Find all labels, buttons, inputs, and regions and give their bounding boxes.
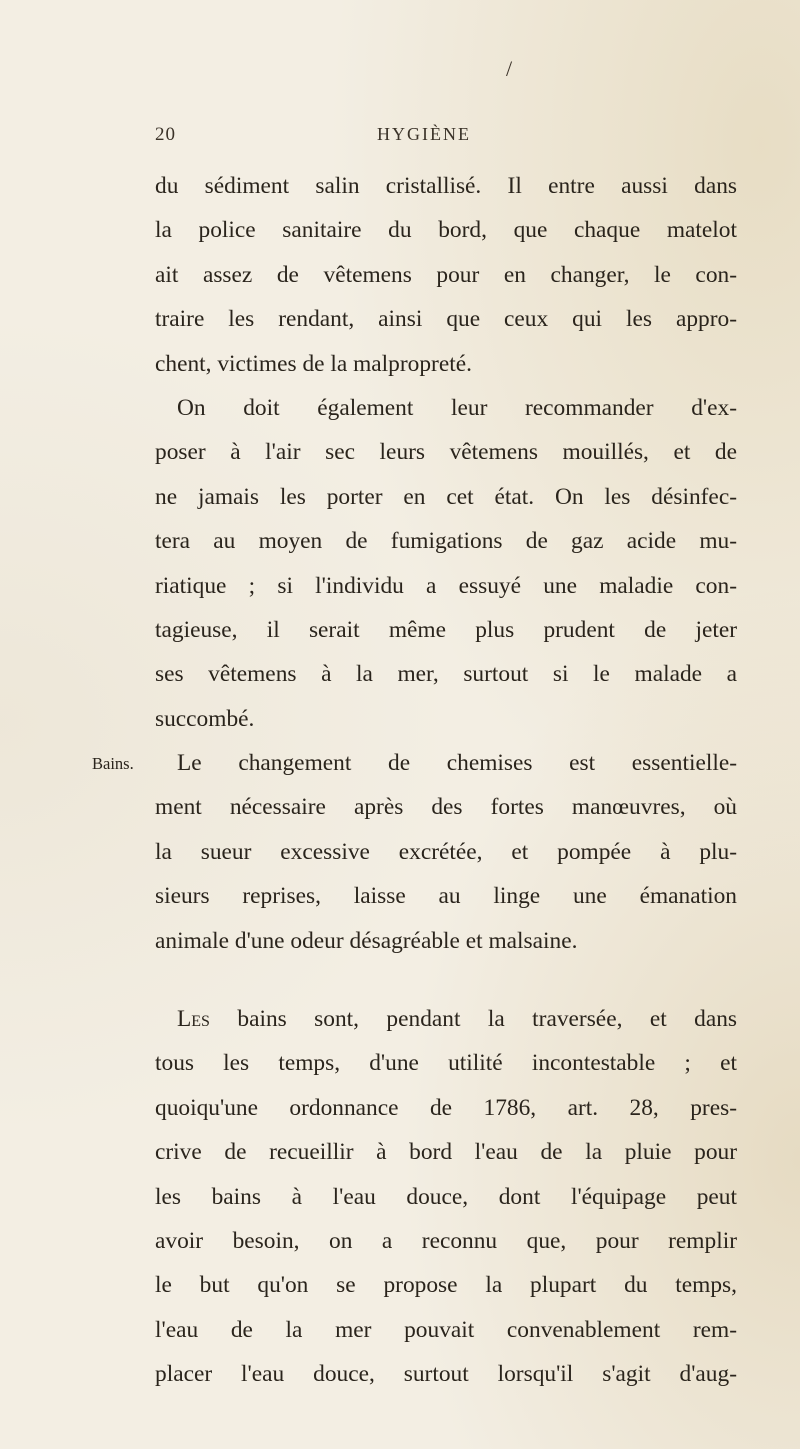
running-title: HYGIÈNE	[377, 124, 471, 144]
text-line: traire les rendant, ainsi que ceux qui les appro-	[155, 306, 737, 333]
text-line: tagieuse, il serait même plus prudent de jeter	[155, 616, 737, 643]
text-line: la police sanitaire du bord, que chaque matelot	[155, 217, 737, 244]
text-line: le but qu'on se propose la plupart du temps,	[155, 1272, 737, 1299]
text-line: succombé.	[155, 705, 255, 732]
text-line: tous les temps, d'une utilité incontestable ; et	[155, 1050, 737, 1077]
text-line: ne jamais les porter en cet état. On les désinfec-	[155, 483, 737, 510]
running-head	[155, 124, 715, 154]
pencil-mark: /	[506, 56, 513, 81]
paragraph-bains	[155, 997, 737, 1397]
text-line: les bains à l'eau douce, dont l'équipage peut	[155, 1183, 737, 1210]
text-line: crive de recueillir à bord l'eau de la pluie pour	[155, 1139, 737, 1166]
text-line: ment nécessaire après des fortes manœuvres, où	[155, 794, 737, 821]
text-line: sieurs reprises, laisse au linge une émanation	[155, 883, 737, 910]
section-gap	[155, 963, 737, 997]
text-line: riatique ; si l'individu a essuyé une maladie con-	[155, 572, 737, 599]
text-line: tera au moyen de fumigations de gaz acide mu-	[155, 528, 737, 555]
text-line: ses vêtemens à la mer, surtout si le malade a	[155, 661, 737, 688]
text-line: quoiqu'une ordonnance de 1786, art. 28, pres-	[155, 1094, 737, 1121]
paragraph-salin	[155, 164, 737, 386]
text-line: chent, victimes de la malpropreté.	[155, 350, 472, 377]
text-line: placer l'eau douce, surtout lorsqu'il s'agit d'aug-	[155, 1361, 737, 1388]
text-line: poser à l'air sec leurs vêtemens mouillés, et de	[155, 439, 737, 466]
text-line	[155, 997, 737, 1041]
text-line: ait assez de vêtemens pour en changer, le con-	[155, 261, 737, 288]
margin-note-bains: Bains.	[92, 754, 134, 773]
text-line: la sueur excessive excrétée, et pompée à plu-	[155, 838, 737, 865]
paragraph-vetemens	[155, 386, 737, 741]
line-rest: bains sont, pendant la traversée, et dans	[209, 1006, 737, 1033]
text-line: du sédiment salin cristallisé. Il entre aussi dans	[155, 173, 737, 199]
lead-word: Les	[177, 1006, 210, 1033]
text-line: animale d'une odeur désagréable et malsaine.	[155, 927, 578, 954]
body-text	[155, 164, 737, 1397]
text-line: l'eau de la mer pouvait convenablement rem-	[155, 1316, 737, 1343]
text-line: Le changement de chemises est essentielle-	[177, 750, 737, 777]
paragraph-chemises	[155, 741, 737, 963]
text-line: On doit également leur recommander d'ex-	[177, 394, 737, 421]
text-line: avoir besoin, on a reconnu que, pour remplir	[155, 1227, 737, 1254]
page-number: 20	[155, 124, 176, 145]
